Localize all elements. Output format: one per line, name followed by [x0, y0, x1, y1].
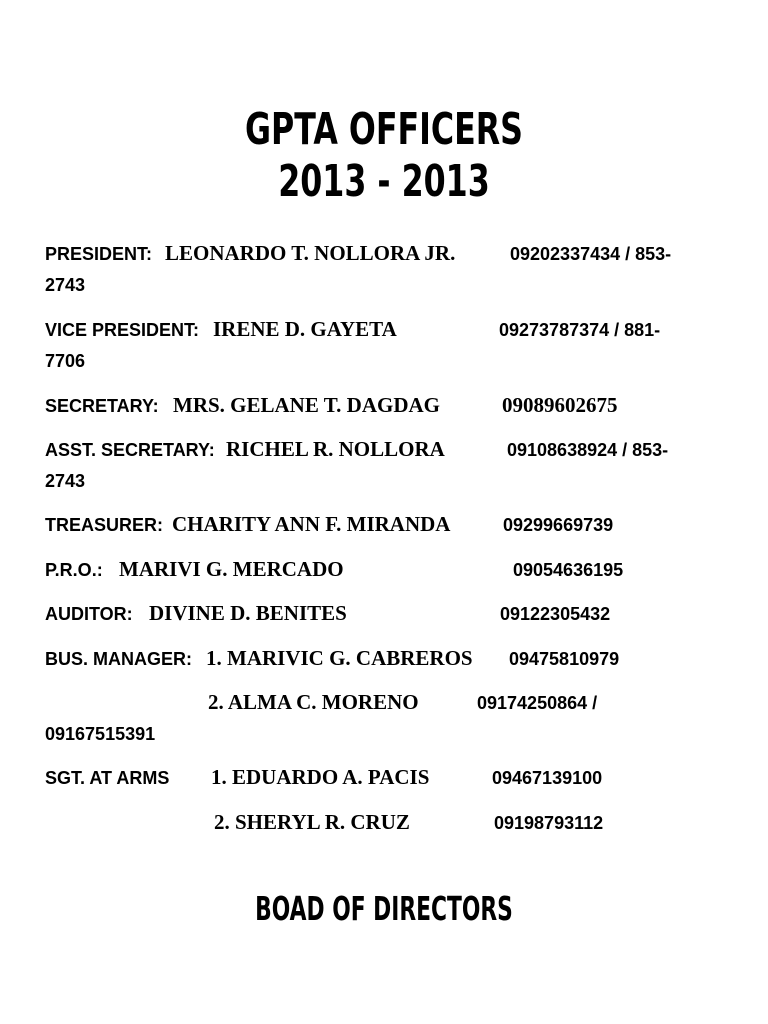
officer-phone: 09202337434 / 853- — [510, 244, 672, 264]
page-subtitle-year: 2013 - 2013 — [278, 156, 490, 207]
officer-name: 1. MARIVIC G. CABREROS — [206, 646, 473, 670]
officer-phone: 09198793112 — [494, 813, 604, 833]
officer-phone-continued: 7706 — [45, 351, 86, 371]
officer-role: AUDITOR: — [45, 604, 133, 624]
officer-phone: 09475810979 — [509, 649, 620, 669]
officer-name: RICHEL R. NOLLORA — [226, 437, 445, 461]
officer-phone-continued: 2743 — [45, 275, 86, 295]
officer-name: 2. SHERYL R. CRUZ — [214, 810, 410, 834]
officer-name: CHARITY ANN F. MIRANDA — [172, 512, 451, 536]
officer-phone: 09174250864 / — [477, 693, 598, 713]
officer-phone: 09089602675 — [502, 393, 618, 417]
officer-name: MARIVI G. MERCADO — [119, 557, 344, 581]
officer-phone: 09054636195 — [513, 560, 624, 580]
officer-name: DIVINE D. BENITES — [149, 601, 347, 625]
officer-role: P.R.O.: — [45, 560, 103, 580]
officer-name: IRENE D. GAYETA — [213, 317, 397, 341]
officer-phone: 09122305432 — [500, 604, 611, 624]
officer-role: TREASURER: — [45, 515, 164, 535]
officer-name: LEONARDO T. NOLLORA JR. — [165, 241, 456, 265]
officer-name: MRS. GELANE T. DAGDAG — [173, 393, 441, 417]
officer-role: SECRETARY: — [45, 396, 159, 416]
page-title: GPTA OFFICERS — [244, 104, 524, 155]
officer-role: BUS. MANAGER: — [45, 649, 192, 669]
officer-phone-continued: 2743 — [45, 471, 86, 491]
officer-phone: 09299669739 — [503, 515, 614, 535]
officer-role: SGT. AT ARMS — [45, 768, 170, 788]
officer-phone-continued: 09167515391 — [45, 724, 156, 744]
officer-name: 2. ALMA C. MORENO — [208, 690, 419, 714]
board-of-directors-heading: BOAD OF DIRECTORS — [255, 889, 513, 928]
officer-name: 1. EDUARDO A. PACIS — [211, 765, 430, 789]
officer-phone: 09273787374 / 881- — [499, 320, 661, 340]
officer-role: VICE PRESIDENT: — [45, 320, 200, 340]
officer-role: ASST. SECRETARY: — [45, 440, 215, 460]
officer-role: PRESIDENT: — [45, 244, 153, 264]
officer-phone: 09467139100 — [492, 768, 603, 788]
officer-phone: 09108638924 / 853- — [507, 440, 669, 460]
